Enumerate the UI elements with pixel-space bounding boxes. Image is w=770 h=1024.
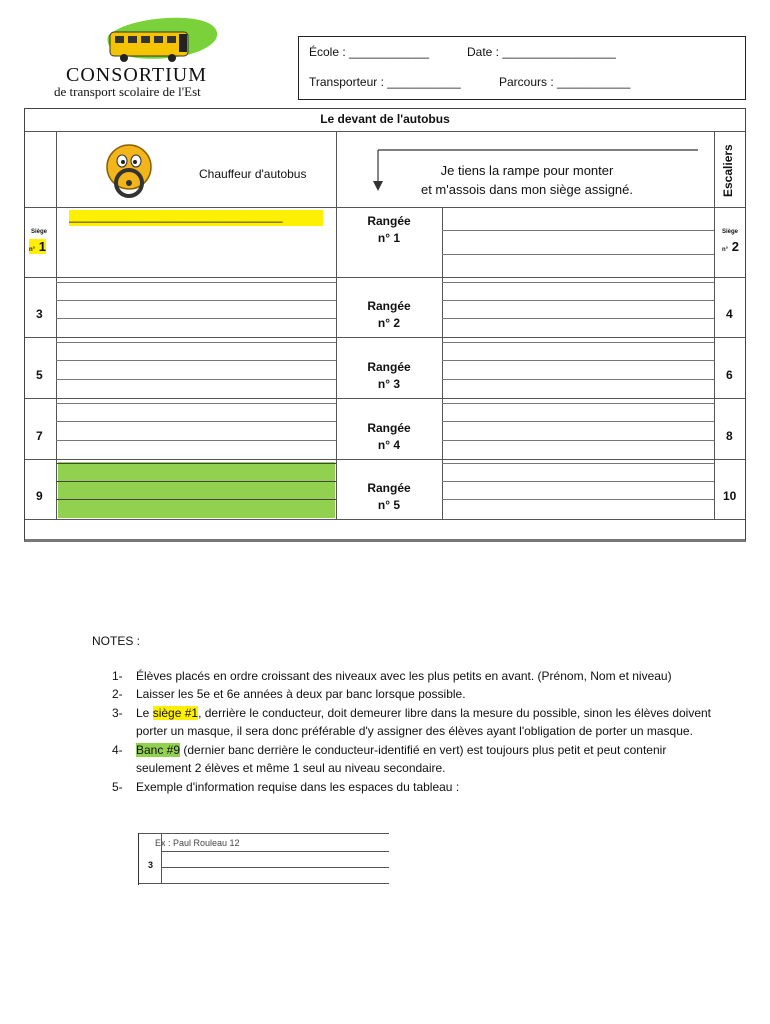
note-2: 2- Laisser les 5e et 6e années à deux par banc lorsque possible. bbox=[112, 687, 466, 701]
seat-8-number: 8 bbox=[726, 429, 733, 443]
seat-7-number: 7 bbox=[36, 429, 43, 443]
rangee-3: Rangée n° 3 bbox=[367, 360, 411, 391]
seat-1-label: Siège bbox=[31, 229, 48, 235]
logo-title: CONSORTIUM bbox=[66, 64, 208, 86]
parcours-field[interactable]: Parcours : ___________ bbox=[499, 75, 631, 89]
rail-instruction bbox=[417, 161, 637, 199]
rail-line-1: Je tiens la rampe pour monter bbox=[440, 163, 614, 178]
driver-emoji-icon bbox=[103, 143, 155, 199]
seat-3-number: 3 bbox=[36, 307, 43, 321]
info-box bbox=[298, 36, 746, 100]
seat-5-number: 5 bbox=[36, 368, 43, 382]
example-entry: Ex : Paul Rouleau 12 bbox=[155, 838, 240, 848]
rangee-5: Rangée n° 5 bbox=[367, 481, 411, 512]
seat-2-label: Siège bbox=[722, 229, 739, 235]
seat-1-number: n° 1 bbox=[29, 239, 46, 254]
transporteur-field[interactable]: Transporteur : ___________ bbox=[309, 75, 461, 89]
logo-subtitle: de transport scolaire de l'Est bbox=[54, 84, 201, 99]
rangee-2: Rangée n° 2 bbox=[367, 299, 411, 330]
note-4: 4- Banc #9 (dernier banc derrière le conducteur-identifié en vert) est toujours plus petit et peut contenir seulement 2 élèves et même 1 seul au niveau secondaire. bbox=[112, 742, 667, 775]
sheet-title: Le devant de l'autobus bbox=[320, 112, 450, 126]
note-1: 1- Élèves placés en ordre croissant des niveaux avec les plus petits en avant. (Prénom, Nom et niveau) bbox=[112, 668, 672, 683]
seating-chart bbox=[24, 108, 746, 542]
note-3: 3- Le siège #1, derrière le conducteur, doit demeurer libre dans la mesure du possible, sinon les élèves doivent porter un masque, il sera donc préférable d'y assigner des élèves ayant l'obligation de porter un masque. bbox=[112, 705, 712, 738]
driver-name-line[interactable]: ________________________________ bbox=[69, 209, 283, 223]
seat-4-number: 4 bbox=[726, 307, 733, 321]
driver-label: Chauffeur d'autobus bbox=[199, 167, 307, 181]
example-box bbox=[138, 833, 389, 885]
stairs-label: Escaliers bbox=[721, 144, 735, 197]
seat-9-number: 9 bbox=[36, 489, 43, 503]
ecole-field[interactable]: École : ____________ bbox=[309, 45, 430, 59]
rangee-4: Rangée n° 4 bbox=[367, 421, 411, 452]
note-5: 5- Exemple d'information requise dans les espaces du tableau : bbox=[112, 779, 460, 794]
seat-10-number: 10 bbox=[723, 489, 737, 503]
notes-section bbox=[92, 632, 712, 796]
example-seat-number: 3 bbox=[148, 860, 154, 870]
rail-line-2: et m'assois dans mon siège assigné. bbox=[420, 182, 634, 197]
date-field[interactable]: Date : _________________ bbox=[467, 45, 616, 59]
notes-title: NOTES : bbox=[92, 634, 141, 648]
rangee-1: Rangée n° 1 bbox=[367, 214, 411, 245]
seat-6-number: 6 bbox=[726, 368, 733, 382]
bench-9-highlight bbox=[58, 462, 335, 518]
seat-2-number: n° 2 bbox=[722, 239, 739, 254]
